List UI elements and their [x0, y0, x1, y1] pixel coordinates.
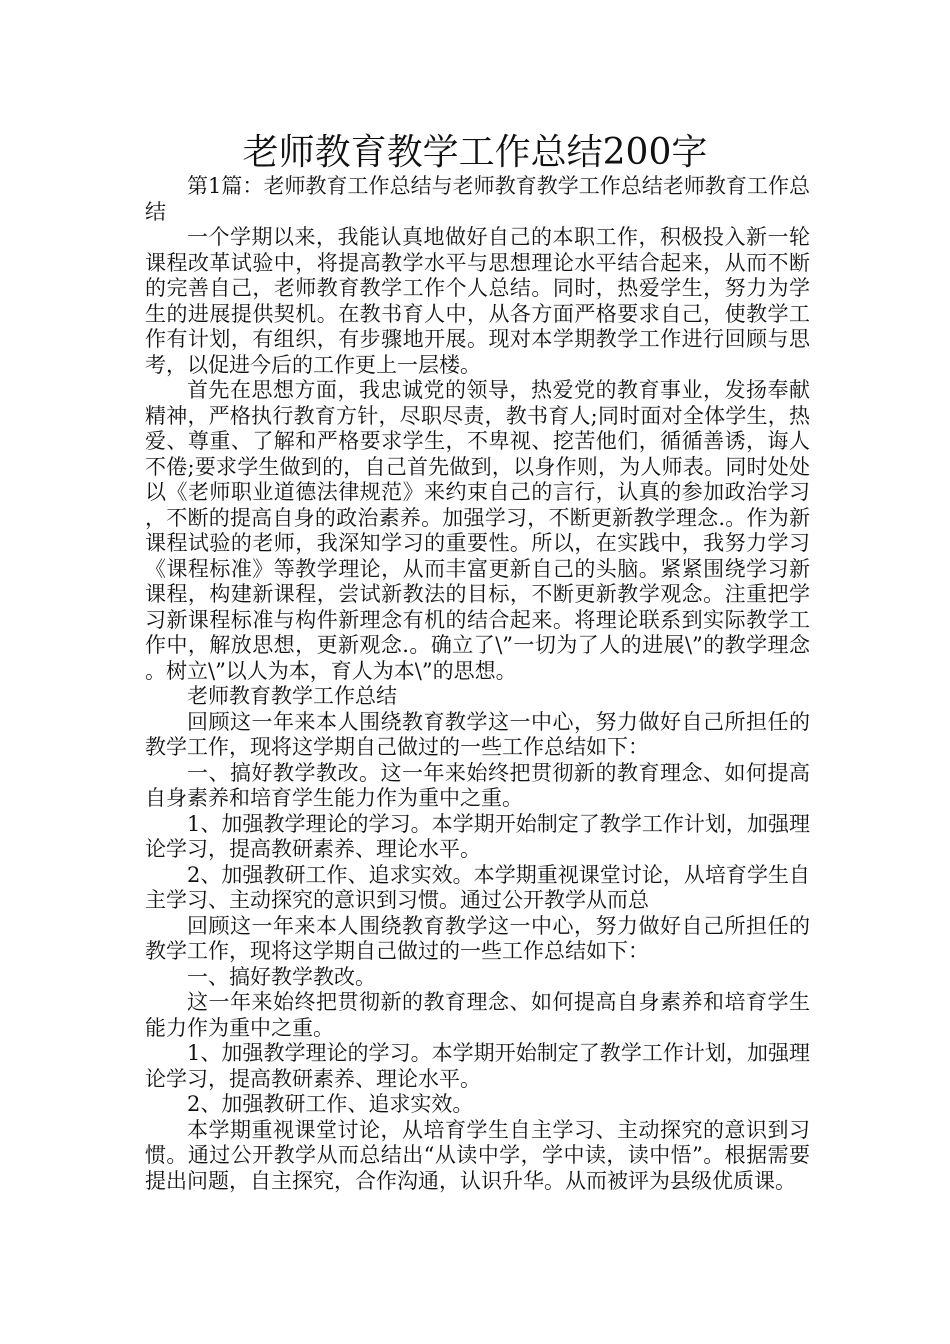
paragraph: 1、加强教学理论的学习。本学期开始制定了教学工作计划，加强理论学习，提高教研素养、理论水平。: [145, 1041, 810, 1091]
paragraph: 本学期重视课堂讨论，从培育学生自主学习、主动探究的意识到习惯。通过公开教学从而总结出“从读中学，学中读，读中悟”。根据需要提出问题，自主探究，合作沟通，认识升华。从而被评为县级优质课。: [145, 1117, 810, 1193]
paragraph: 1、加强教学理论的学习。本学期开始制定了教学工作计划，加强理论学习，提高教研素养、理论水平。: [145, 811, 810, 861]
section-heading: 老师教育教学工作总结: [187, 684, 397, 708]
paragraph: 2、加强教研工作、追求实效。本学期重视课堂讨论，从培育学生自主学习、主动探究的意识到习惯。通过公开教学从而总: [145, 862, 810, 912]
document-body: [145, 174, 810, 1194]
paragraph: 一个学期以来，我能认真地做好自己的本职工作，积极投入新一轮课程改革试验中，将提高教学水平与思想理论水平结合起来，从而不断的完善自己，老师教育教学工作个人总结。同时，热爱学生，努力为学生的进展提供契机。在教书育人中，从各方面严格要求自己，使教学工作有计划，有组织，有步骤地开展。现对本学期教学工作进行回顾与思考，以促进今后的工作更上一层楼。: [145, 225, 810, 377]
paragraph: 一、搞好教学教改。这一年来始终把贯彻新的教育理念、如何提高自身素养和培育学生能力作为重中之重。: [145, 760, 810, 810]
paragraph: 回顾这一年来本人围绕教育教学这一中心，努力做好自己所担任的教学工作，现将这学期自己做过的一些工作总结如下：: [145, 709, 810, 759]
paragraph: 回顾这一年来本人围绕教育教学这一中心，努力做好自己所担任的教学工作，现将这学期自己做过的一些工作总结如下：: [145, 913, 810, 963]
paragraph: 2、加强教研工作、追求实效。: [187, 1092, 474, 1116]
document-title: 老师教育教学工作总结200字: [242, 132, 708, 173]
paragraph: 这一年来始终把贯彻新的教育理念、如何提高自身素养和培育学生能力作为重中之重。: [145, 990, 810, 1040]
paragraph: 第1篇：老师教育工作总结与老师教育教学工作总结老师教育工作总结: [145, 174, 810, 224]
paragraph: 首先在思想方面，我忠诚党的领导，热爱党的教育事业，发扬奉献精神，严格执行教育方针，尽职尽责，教书育人;同时面对全体学生，热爱、尊重、了解和严格要求学生，不卑视、挖苦他们，循循善诱，诲人不倦;要求学生做到的，自己首先做到，以身作则，为人师表。同时处处以《老师职业道德法律规范》来约束自己的言行，认真的参加政治学习，不断的提高自身的政治素养。加强学习，不断更新教学理念.。作为新课程试验的老师，我深知学习的重要性。所以，在实践中，我努力学习《课程标准》等教学理论，从而丰富更新自己的头脑。紧紧围绕学习新课程，构建新课程，尝试新教法的目标，不断更新教学观念。注重把学习新课程标准与构件新理念有机的结合起来。将理论联系到实际教学工作中，解放思想，更新观念.。确立了\”一切为了人的进展\”的教学理念。树立\”以人为本，育人为本\”的思想。: [145, 378, 810, 683]
paragraph: 一、搞好教学教改。: [187, 964, 376, 989]
